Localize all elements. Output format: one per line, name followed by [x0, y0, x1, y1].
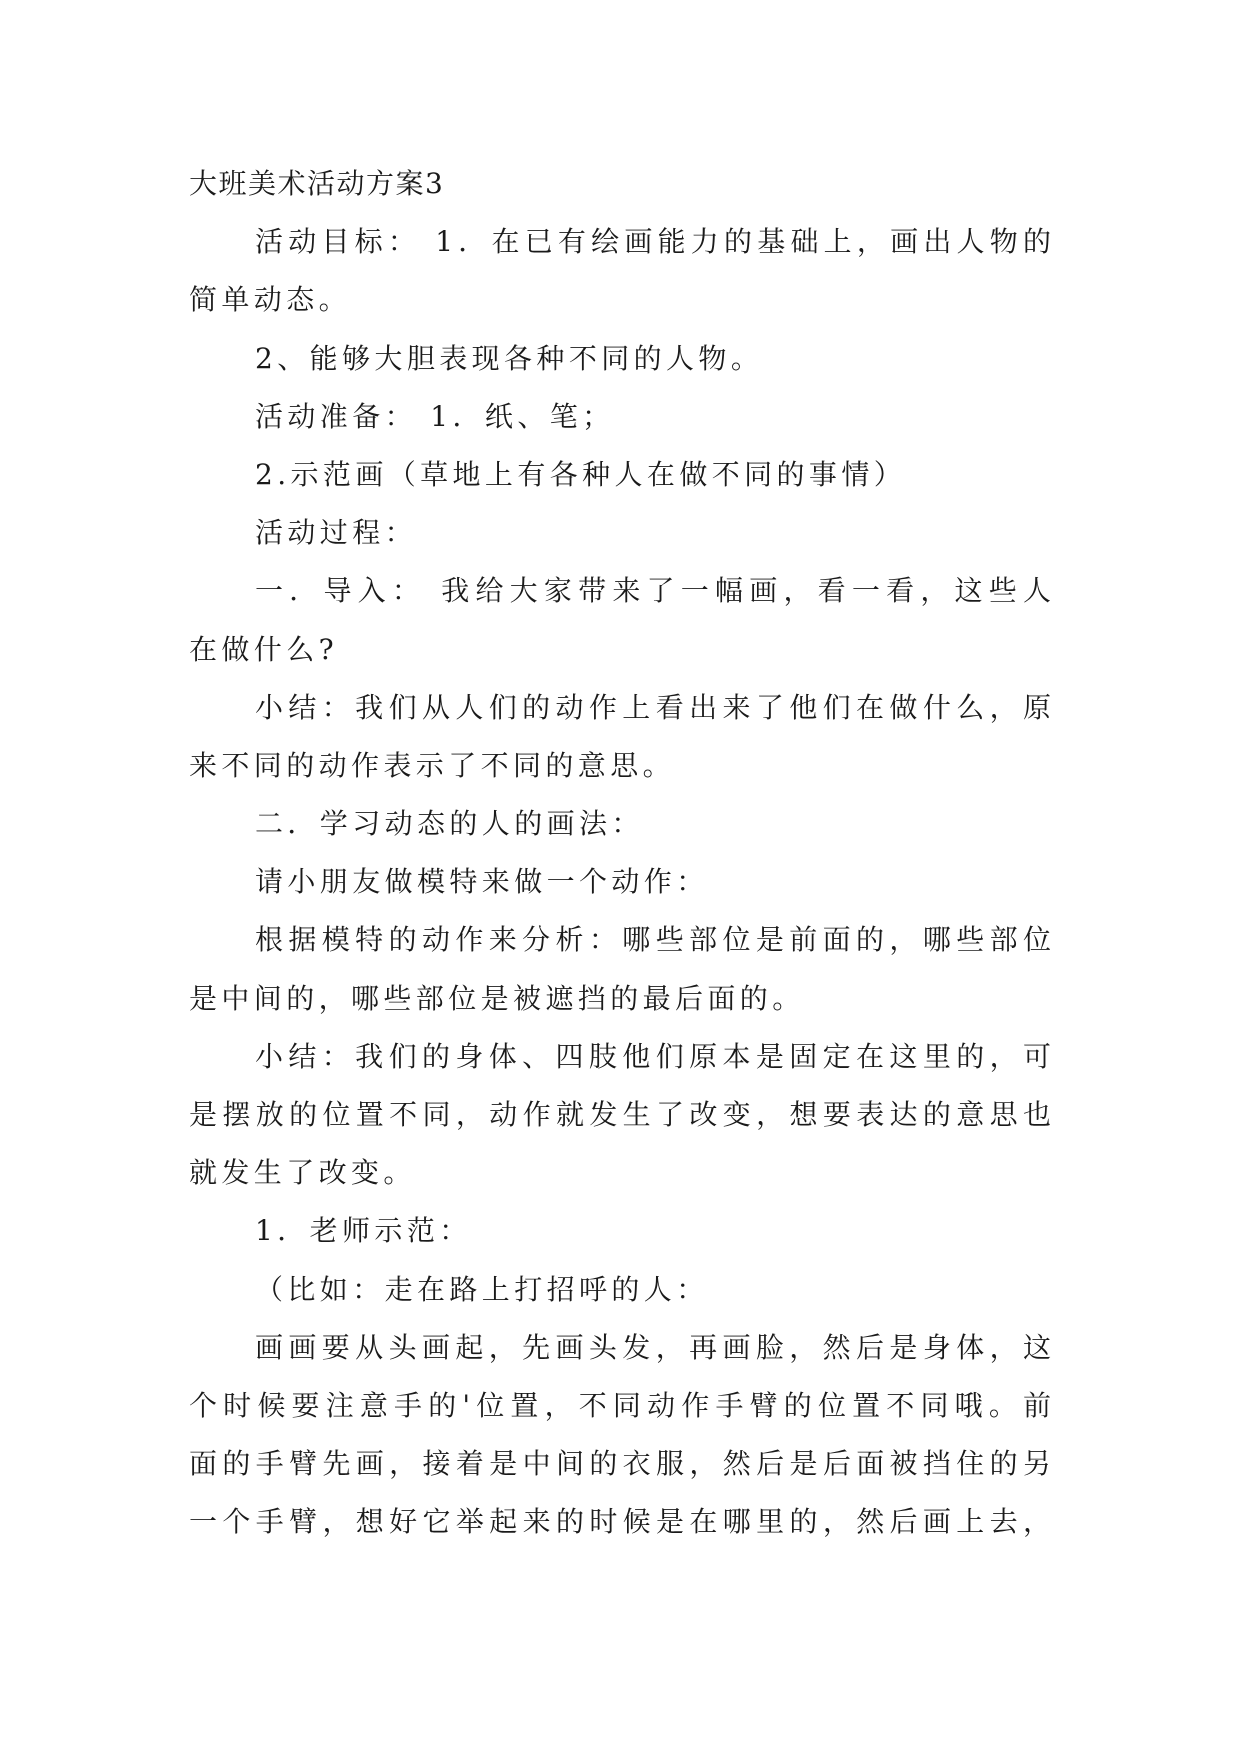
- document-body: [189, 155, 1051, 1552]
- paragraph-line: 活动目标： 1．在已有绘画能力的基础上，画出人物的: [255, 225, 1051, 259]
- paragraph-line: 来不同的动作表示了不同的意思。: [189, 748, 676, 782]
- paragraph-line: 1．老师示范：: [255, 1214, 472, 1248]
- paragraph-line: （比如：走在路上打招呼的人：: [255, 1272, 709, 1306]
- paragraph-line: 在做什么?: [189, 632, 339, 666]
- paragraph-line: 小结：我们的身体、四肢他们原本是固定在这里的，可: [255, 1039, 1051, 1073]
- paragraph-line: 就发生了改变。: [189, 1156, 416, 1190]
- paragraph-line: 画画要从头画起，先画头发，再画脸，然后是身体，这: [255, 1330, 1051, 1364]
- paragraph-line: 2.示范画（草地上有各种人在做不同的事情）: [255, 457, 907, 491]
- paragraph-line: 简单动态。: [189, 283, 352, 317]
- paragraph-line: 是摆放的位置不同，动作就发生了改变，想要表达的意思也: [189, 1098, 1051, 1131]
- paragraph-line: 小结：我们从人们的动作上看出来了他们在做什么，原: [255, 690, 1051, 724]
- paragraph-line: 请小朋友做模特来做一个动作：: [255, 865, 709, 899]
- paragraph-line: 面的手臂先画，接着是中间的衣服，然后是后面被挡住的另: [189, 1447, 1051, 1481]
- paragraph-line: 根据模特的动作来分析：哪些部位是前面的，哪些部位: [255, 923, 1051, 957]
- paragraph-line: 活动准备： 1．纸、笔；: [255, 399, 615, 433]
- paragraph-line: 2、能够大胆表现各种不同的人物。: [255, 341, 764, 375]
- document-title: 大班美术活动方案3: [189, 167, 445, 200]
- paragraph-line: 二．学习动态的人的画法：: [255, 807, 644, 841]
- paragraph-line: 活动过程：: [255, 516, 418, 550]
- paragraph-line: 一个手臂，想好它举起来的时候是在哪里的，然后画上去，: [189, 1505, 1051, 1539]
- paragraph-line: 一．导入： 我给大家带来了一幅画，看一看，这些人: [255, 574, 1051, 608]
- paragraph-line: 是中间的，哪些部位是被遮挡的最后面的。: [189, 981, 805, 1015]
- paragraph-line: 个时候要注意手的'位置，不同动作手臂的位置不同哦。前: [189, 1388, 1051, 1422]
